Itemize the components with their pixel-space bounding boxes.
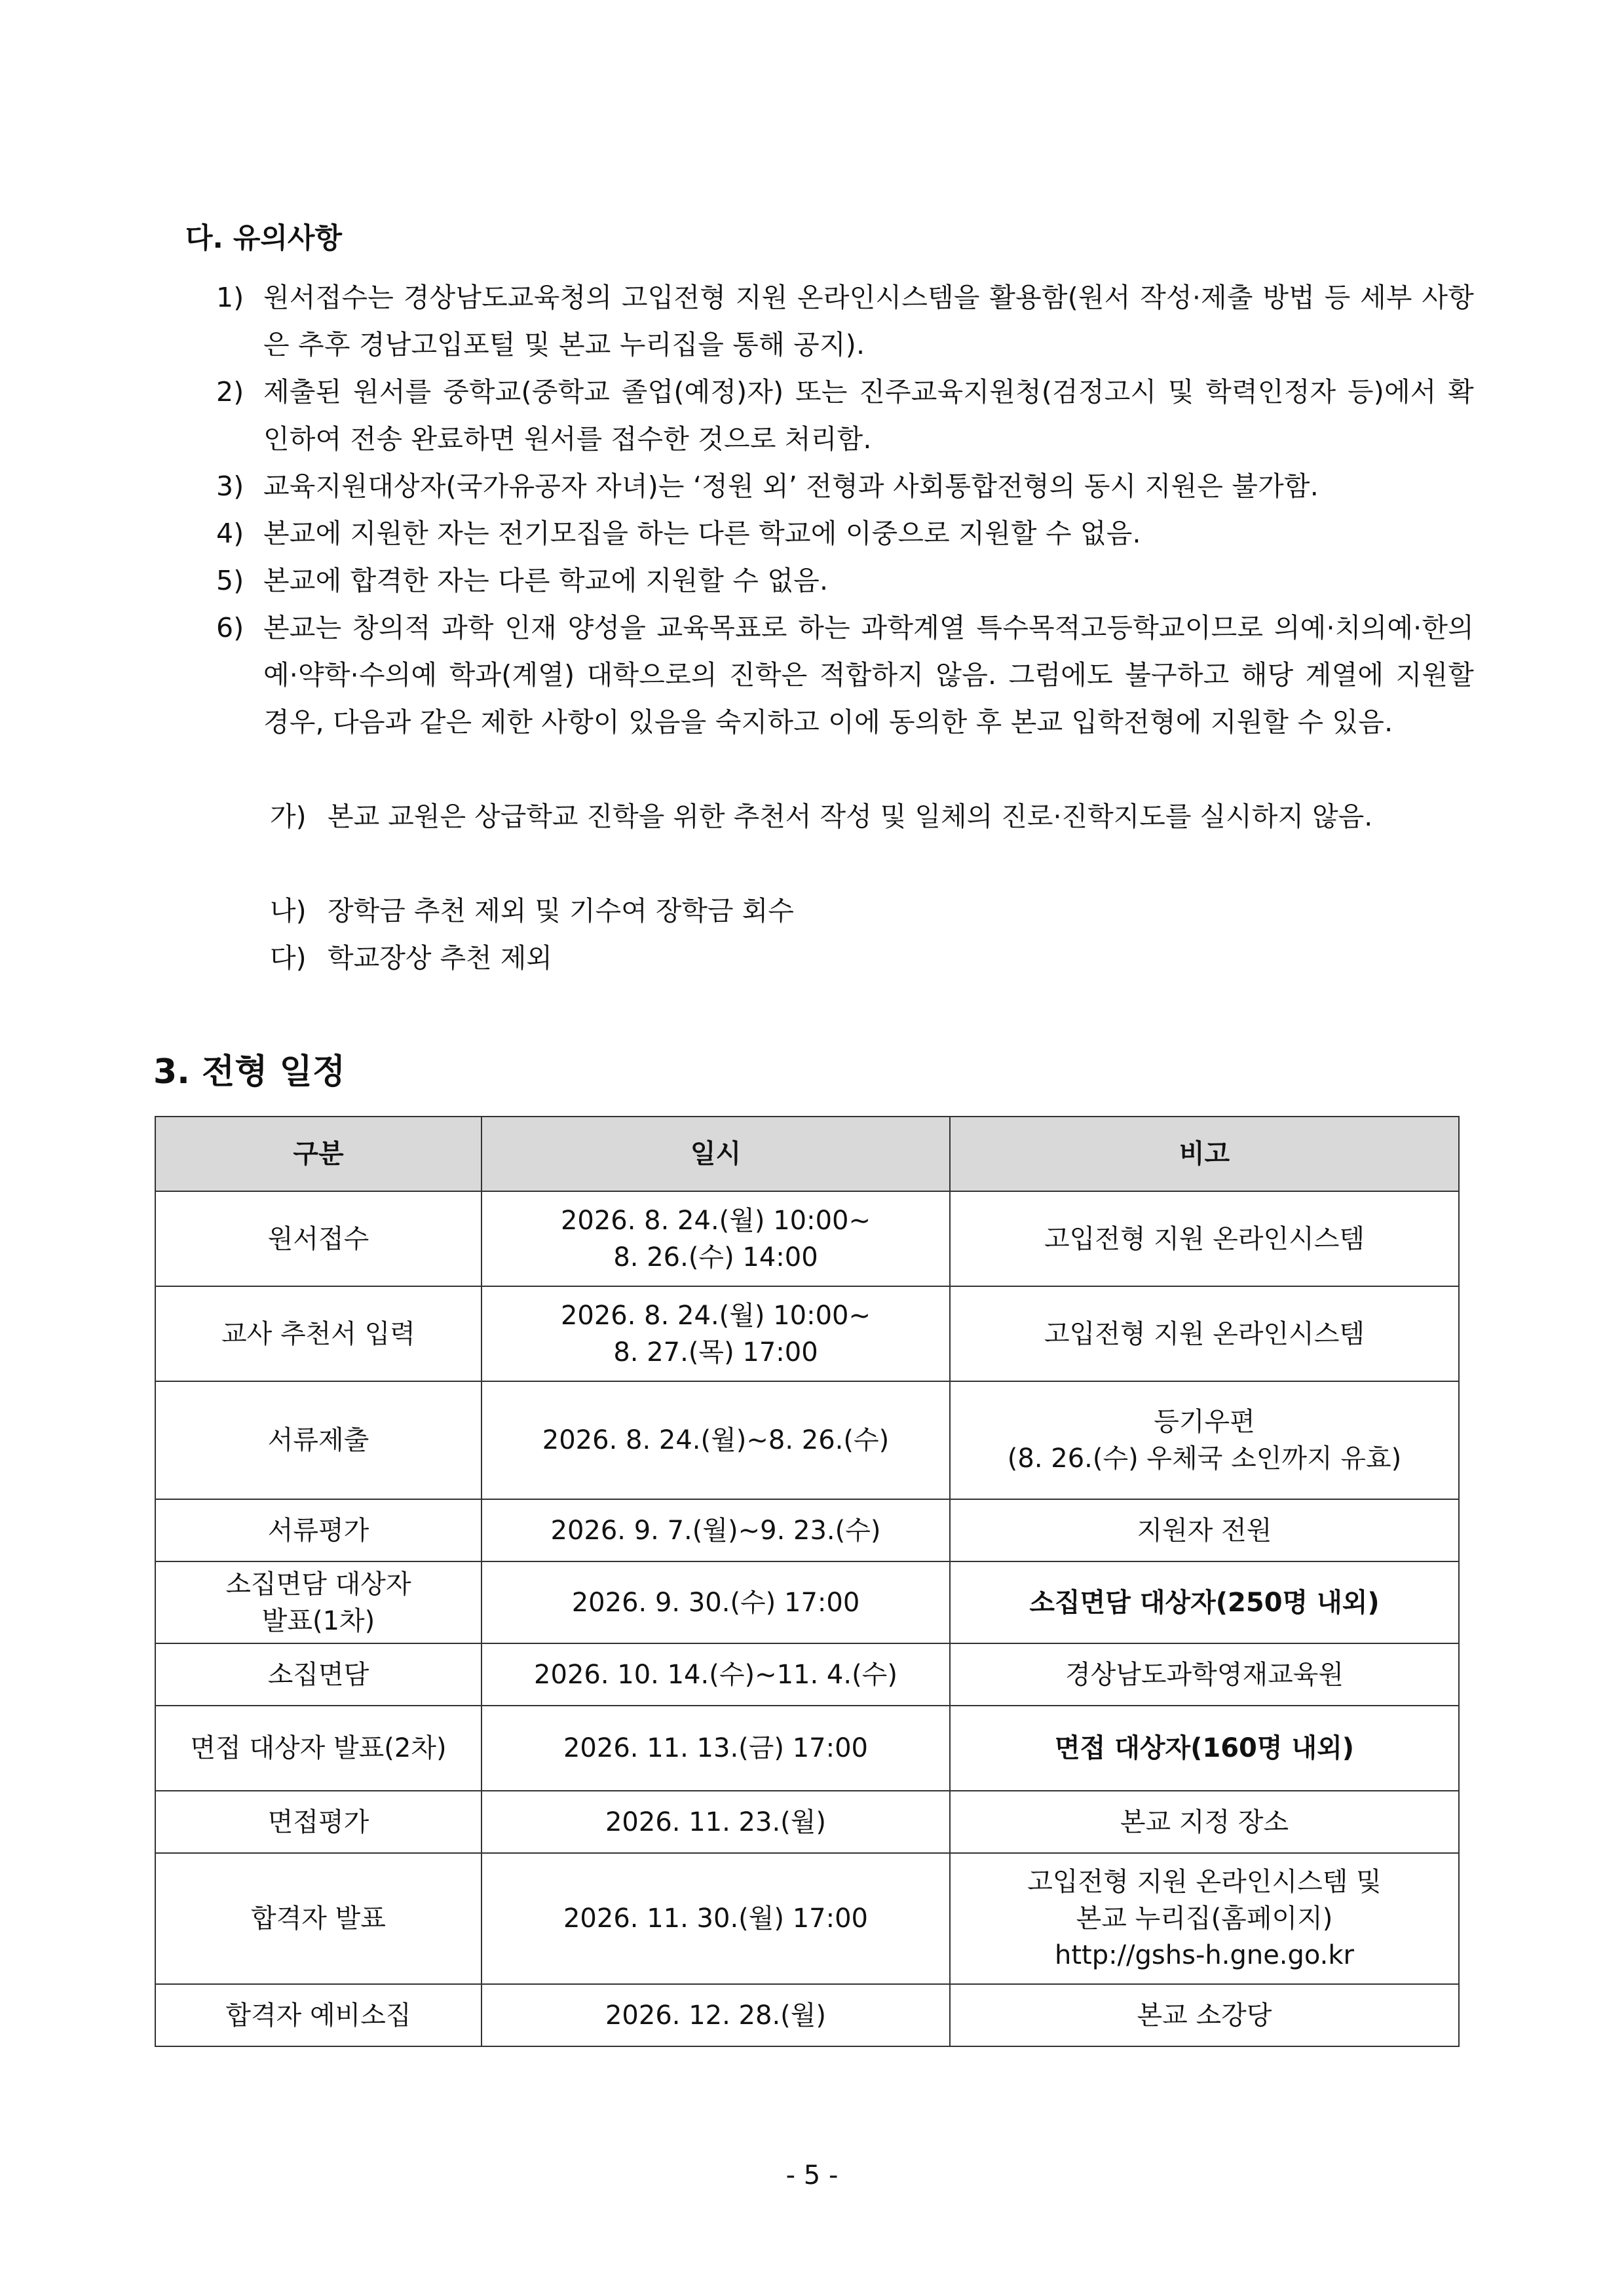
cell-note (950, 1706, 1459, 1791)
cell-note-line: 본교 지정 장소 (1120, 1807, 1289, 1837)
table-row (155, 1791, 1459, 1853)
cell-category-line: 원서접수 (267, 1223, 369, 1254)
cell-category-line: 면접평가 (267, 1807, 369, 1837)
note-sub-number: 가) (270, 801, 307, 832)
cell-datetime-line: 2026. 12. 28.(월) (605, 2000, 827, 2031)
cell-note-line: 고입전형 지원 온라인시스템 (1044, 1318, 1365, 1349)
cell-datetime (482, 1984, 950, 2046)
cell-note (950, 1853, 1459, 1984)
column-header-note: 비고 (950, 1117, 1459, 1191)
table-row (155, 1381, 1459, 1499)
cell-datetime (482, 1853, 950, 1984)
note-text: 원서접수는 경상남도교육청의 고입전형 지원 온라인시스템을 활용함(원서 작성·제출 방법 등 세부 사항은 추후 경남고입포털 및 본교 누리집을 통해 공지). (263, 282, 1474, 360)
page-number: - 5 - (785, 2160, 839, 2191)
note-sub-number: 다) (270, 942, 307, 974)
cell-datetime-line: 8. 27.(목) 17:00 (613, 1337, 818, 1368)
cell-category-line: 소집면담 (267, 1659, 369, 1690)
note-number: 3) (216, 470, 244, 502)
cell-datetime-line: 2026. 8. 24.(월)~8. 26.(수) (542, 1425, 890, 1455)
cell-datetime-line: 2026. 11. 13.(금) 17:00 (563, 1733, 868, 1763)
cell-category (155, 1191, 482, 1286)
note-sub-text: 본교 교원은 상급학교 진학을 위한 추천서 작성 및 일체의 진로·진학지도를 실시하지 않음. (328, 801, 1373, 832)
cell-category (155, 1984, 482, 2046)
cell-category-line: 발표(1차) (261, 1605, 375, 1636)
note-sub-item (270, 887, 1475, 934)
cell-category (155, 1499, 482, 1561)
column-header-datetime: 일시 (482, 1117, 950, 1191)
note-sub-item (270, 934, 1475, 982)
cell-note (950, 1381, 1459, 1499)
note-item (216, 510, 1474, 557)
note-sub-number: 나) (270, 895, 307, 927)
cell-note-line: 본교 소강당 (1137, 2000, 1272, 2031)
note-text: 교육지원대상자(국가유공자 자녀)는 ‘정원 외’ 전형과 사회통합전형의 동시 지원은 불가함. (263, 470, 1319, 502)
cell-note-line: (8. 26.(수) 우체국 소인까지 유효) (1007, 1444, 1402, 1474)
note-text: 제출된 원서를 중학교(중학교 졸업(예정)자) 또는 진주교육지원청(검정고시 및 학력인정자 등)에서 확인하여 전송 완료하면 원서를 접수한 것으로 처리함. (263, 376, 1474, 455)
cell-note-line: 경상남도과학영재교육원 (1065, 1659, 1344, 1690)
cell-datetime (482, 1643, 950, 1706)
cell-category-line: 소집면담 대상자 (225, 1569, 411, 1599)
cell-note (950, 1191, 1459, 1286)
schedule-table (155, 1116, 1460, 2047)
table-row (155, 1499, 1459, 1561)
cell-datetime (482, 1791, 950, 1853)
cell-note (950, 1561, 1459, 1643)
cell-note (950, 1791, 1459, 1853)
cell-category-line: 서류평가 (267, 1515, 369, 1546)
cell-note (950, 1643, 1459, 1706)
cell-category-line: 합격자 발표 (251, 1904, 386, 1934)
cell-note-line: 면접 대상자(160명 내외) (1054, 1733, 1355, 1763)
table-row (155, 1706, 1459, 1791)
note-text: 본교는 창의적 과학 인재 양성을 교육목표로 하는 과학계열 특수목적고등학교이므로 의예·치의예·한의예·약학·수의예 학과(계열) 대학으로의 진학은 적합하지 않음. 그럼에도 불구하고 해당 계열에 지원할 경우, 다음과 같은 제한 사항이 있음을 숙지하고 이에 동의한 후 본교 입학전형에 지원할 수 있음. (263, 612, 1474, 738)
cell-category-line: 교사 추천서 입력 (221, 1318, 415, 1349)
cell-datetime (482, 1706, 950, 1791)
note-item (216, 463, 1474, 510)
note-number: 2) (216, 376, 244, 408)
note-sub-text: 학교장상 추천 제외 (328, 942, 552, 974)
cell-datetime-line: 2026. 10. 14.(수)~11. 4.(수) (534, 1659, 897, 1690)
cell-datetime-line: 2026. 11. 23.(월) (605, 1807, 827, 1837)
notes-section-title: 다. 유의사항 (185, 222, 342, 255)
cell-note-line: 고입전형 지원 온라인시스템 및 (1027, 1867, 1382, 1897)
table-row (155, 1286, 1459, 1381)
note-sub-text: 장학금 추천 제외 및 기수여 장학금 회수 (328, 895, 794, 927)
note-item (216, 557, 1474, 604)
cell-datetime (482, 1381, 950, 1499)
cell-category (155, 1286, 482, 1381)
note-text: 본교에 지원한 자는 전기모집을 하는 다른 학교에 이중으로 지원할 수 없음. (263, 518, 1141, 549)
cell-category-line: 서류제출 (267, 1425, 369, 1455)
table-header-row (155, 1117, 1459, 1191)
cell-datetime-line: 2026. 9. 30.(수) 17:00 (571, 1587, 860, 1618)
cell-datetime (482, 1191, 950, 1286)
cell-datetime-line: 2026. 8. 24.(월) 10:00~ (560, 1205, 871, 1236)
cell-datetime (482, 1286, 950, 1381)
schedule-table-body (155, 1191, 1459, 2046)
note-number: 6) (216, 612, 244, 643)
cell-category (155, 1561, 482, 1643)
schedule-section-title: 3. 전형 일정 (153, 1052, 346, 1092)
cell-category (155, 1381, 482, 1499)
note-item (216, 604, 1474, 746)
cell-datetime-line: 2026. 11. 30.(월) 17:00 (563, 1904, 868, 1934)
note-number: 4) (216, 518, 244, 549)
cell-note-line: 고입전형 지원 온라인시스템 (1044, 1223, 1365, 1254)
note-item (216, 368, 1474, 463)
column-header-category: 구분 (155, 1117, 482, 1191)
note-sub-item (270, 793, 1475, 840)
cell-category (155, 1706, 482, 1791)
table-row (155, 1561, 1459, 1643)
table-row (155, 1984, 1459, 2046)
cell-datetime (482, 1499, 950, 1561)
cell-note-line: http://gshs-h.gne.go.kr (1054, 1940, 1354, 1970)
table-row (155, 1853, 1459, 1984)
cell-note (950, 1286, 1459, 1381)
cell-note (950, 1499, 1459, 1561)
cell-datetime-line: 8. 26.(수) 14:00 (613, 1242, 818, 1272)
cell-note (950, 1984, 1459, 2046)
cell-note-line: 소집면담 대상자(250명 내외) (1029, 1587, 1380, 1618)
cell-datetime-line: 2026. 8. 24.(월) 10:00~ (560, 1300, 871, 1331)
note-number: 1) (216, 282, 244, 313)
cell-category-line: 합격자 예비소집 (225, 2000, 411, 2031)
cell-note-line: 등기우편 (1154, 1407, 1255, 1437)
cell-category (155, 1791, 482, 1853)
table-row (155, 1643, 1459, 1706)
cell-note-line: 지원자 전원 (1137, 1515, 1272, 1546)
note-number: 5) (216, 565, 244, 596)
table-row (155, 1191, 1459, 1286)
cell-datetime (482, 1561, 950, 1643)
cell-note-line: 본교 누리집(홈페이지) (1076, 1904, 1333, 1934)
note-text: 본교에 합격한 자는 다른 학교에 지원할 수 없음. (263, 565, 829, 596)
cell-category (155, 1643, 482, 1706)
note-item (216, 274, 1474, 368)
cell-category (155, 1853, 482, 1984)
cell-category-line: 면접 대상자 발표(2차) (190, 1733, 447, 1763)
cell-datetime-line: 2026. 9. 7.(월)~9. 23.(수) (550, 1515, 881, 1546)
